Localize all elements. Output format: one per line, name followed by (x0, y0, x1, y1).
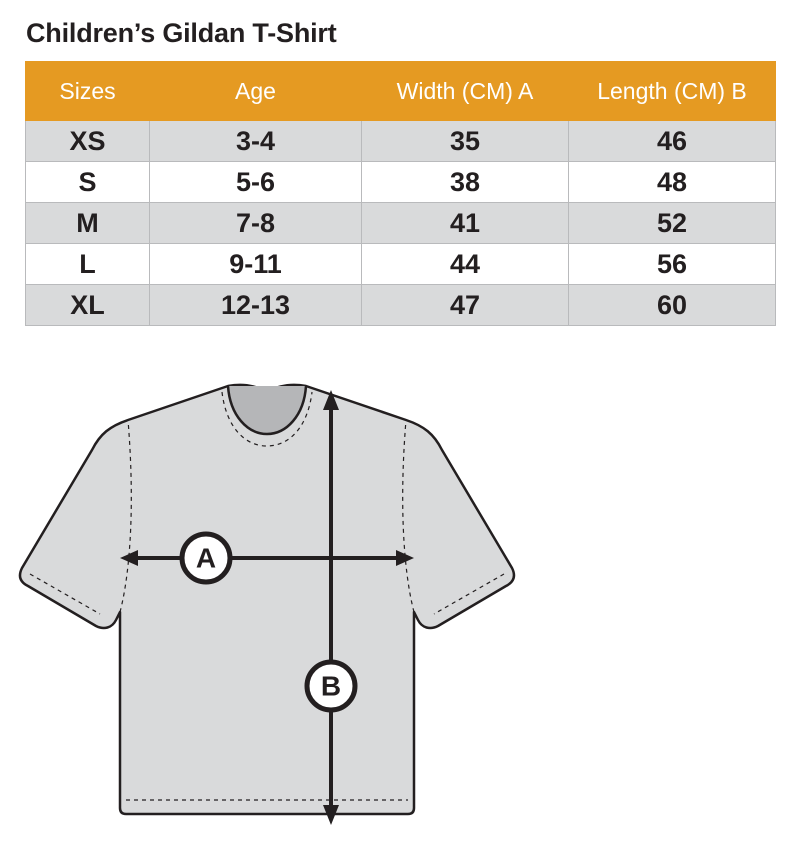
table-row (26, 285, 776, 326)
column-header-width: Width (CM) A (362, 62, 569, 121)
table-header (26, 62, 776, 121)
cell-width: 41 (362, 203, 569, 244)
cell-length: 52 (569, 203, 776, 244)
table-body (26, 121, 776, 326)
cell-width: 44 (362, 244, 569, 285)
cell-age: 7-8 (150, 203, 362, 244)
size-table (25, 61, 776, 326)
cell-length: 60 (569, 285, 776, 326)
table-row (26, 203, 776, 244)
table-row (26, 162, 776, 203)
cell-length: 46 (569, 121, 776, 162)
cell-size: M (26, 203, 150, 244)
column-header-sizes: Sizes (26, 62, 150, 121)
cell-age: 12-13 (150, 285, 362, 326)
cell-size: S (26, 162, 150, 203)
tshirt-shape-icon (20, 385, 514, 814)
measure-label-a: A (195, 542, 217, 574)
cell-width: 47 (362, 285, 569, 326)
cell-size: XL (26, 285, 150, 326)
cell-width: 38 (362, 162, 569, 203)
cell-size: L (26, 244, 150, 285)
cell-size: XS (26, 121, 150, 162)
measure-label-b: B (320, 670, 342, 702)
column-header-length: Length (CM) B (569, 62, 776, 121)
page-title: Children’s Gildan T-Shirt (26, 18, 337, 48)
cell-width: 35 (362, 121, 569, 162)
cell-age: 3-4 (150, 121, 362, 162)
cell-length: 56 (569, 244, 776, 285)
table-header-row (26, 62, 776, 121)
column-header-age: Age (150, 62, 362, 121)
tshirt-diagram (0, 368, 800, 857)
table-row (26, 121, 776, 162)
cell-age: 9-11 (150, 244, 362, 285)
cell-age: 5-6 (150, 162, 362, 203)
cell-length: 48 (569, 162, 776, 203)
table-row (26, 244, 776, 285)
